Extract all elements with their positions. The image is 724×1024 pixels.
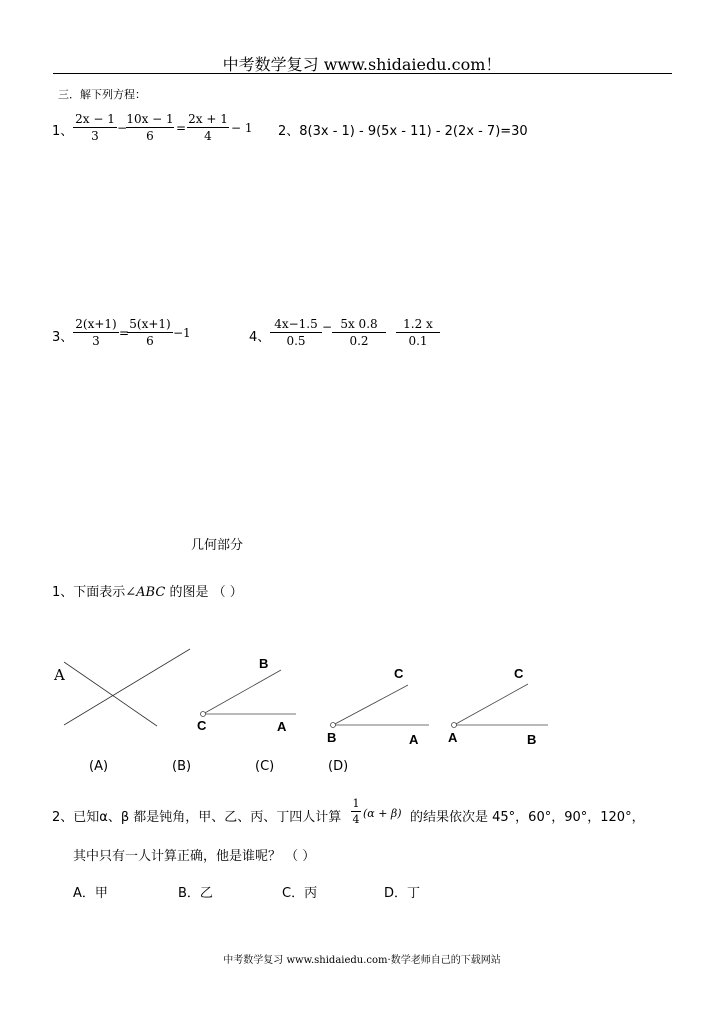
equation-2: 2、8(3x - 1) - 9(5x - 11) - 2(2x - 7)=30 [278, 124, 528, 139]
section-title: 三．解下列方程： [58, 88, 146, 101]
diagram-c-label-b: B [327, 730, 337, 745]
eq4-f3-denominator: 0.1 [408, 334, 428, 348]
eq1-f2-denominator: 6 [146, 129, 154, 143]
q1-option-c: (C) [255, 759, 275, 774]
eq4-f2-denominator: 0.2 [349, 334, 369, 348]
eq3-f2-numerator: 5(x+1) [129, 317, 171, 331]
diagram-b-label-b: B [259, 656, 269, 671]
eq3-label: 3、 [52, 330, 74, 345]
q1-option-b: (B) [172, 759, 192, 774]
eq1-f1-denominator: 3 [91, 129, 99, 143]
q2-choice-a: A．甲 [73, 886, 108, 901]
eq1-minus: − [117, 121, 128, 135]
eq1-f2-numerator: 10x − 1 [126, 112, 174, 126]
q1-text-before: 1、下面表示 [52, 585, 126, 600]
diagram-d-ray-1 [454, 684, 528, 725]
geometry-section-title: 几何部分 [191, 538, 244, 553]
eq3-equals: = [119, 326, 130, 340]
q1-text-after: 的图是 （ ） [165, 585, 243, 600]
eq1-f1-numerator: 2x − 1 [75, 112, 115, 126]
diagram-b-label-a: A [277, 719, 287, 734]
eq3-f1-numerator: 2(x+1) [75, 317, 117, 331]
eq1-label: 1、 [52, 124, 74, 139]
diagram-d-label-b: B [527, 732, 537, 747]
eq4-f2-numerator: 5x 0.8 [340, 317, 378, 331]
diagram-d-label-a: A [448, 730, 458, 745]
diagram-c-vertex [331, 723, 336, 728]
q2-choice-c: C．丙 [282, 886, 318, 901]
diagram-a-label-a: A [54, 666, 65, 684]
page-header-title: 中考数学复习 www.shidaiedu.com！ [222, 55, 502, 74]
diagram-c-label-c: C [394, 666, 404, 681]
q2-line-2: 其中只有一人计算正确，他是谁呢？ （ ） [73, 849, 316, 864]
diagram-c-ray-1 [333, 685, 408, 725]
diagram-b-label-c: C [197, 718, 207, 733]
page-footer: 中考数学复习 www.shidaiedu.com·数学老师自己的下载网站 [223, 955, 501, 966]
eq3-tail: −1 [173, 326, 191, 340]
eq1-tail: − 1 [231, 121, 253, 135]
eq3-f2-denominator: 6 [146, 334, 154, 348]
eq1-f3-denominator: 4 [204, 129, 212, 143]
eq3-f1-denominator: 3 [92, 334, 100, 348]
q2-expression: (α + β) [363, 807, 402, 820]
diagram-d-vertex [452, 723, 457, 728]
diagram-b-vertex [201, 712, 206, 717]
q1-angle: ∠ABC [125, 585, 166, 600]
q2-choice-b: B．乙 [178, 886, 213, 901]
q2-text-after: 的结果依次是 45°，60°，90°，120°， [410, 810, 645, 825]
eq1-f3-numerator: 2x + 1 [188, 112, 228, 126]
q2-fraction-denominator: 4 [352, 813, 360, 826]
q2-fraction [351, 797, 361, 826]
q1-option-d: (D) [328, 759, 349, 774]
q2-choice-d: D．丁 [384, 886, 421, 901]
q2-fraction-numerator: 1 [352, 797, 360, 810]
eq4-f1-numerator: 4x−1.5 [274, 317, 318, 331]
eq4-f3-numerator: 1.2 x [403, 317, 433, 331]
eq4-minus: − [322, 320, 333, 334]
diagram-a-line-2 [64, 649, 190, 725]
eq4-f1-denominator: 0.5 [286, 334, 306, 348]
eq4-label: 4、 [249, 330, 271, 345]
diagram-b-ray-1 [203, 670, 281, 714]
eq1-equals: = [176, 121, 187, 135]
fraction-bar [351, 811, 361, 812]
q2-text-before: 2、已知α、β 都是钝角，甲、乙、丙、丁四人计算 [52, 810, 342, 825]
q1-option-a: (A) [89, 759, 109, 774]
diagram-d-label-c: C [514, 666, 524, 681]
diagram-c-label-a: A [409, 732, 419, 747]
